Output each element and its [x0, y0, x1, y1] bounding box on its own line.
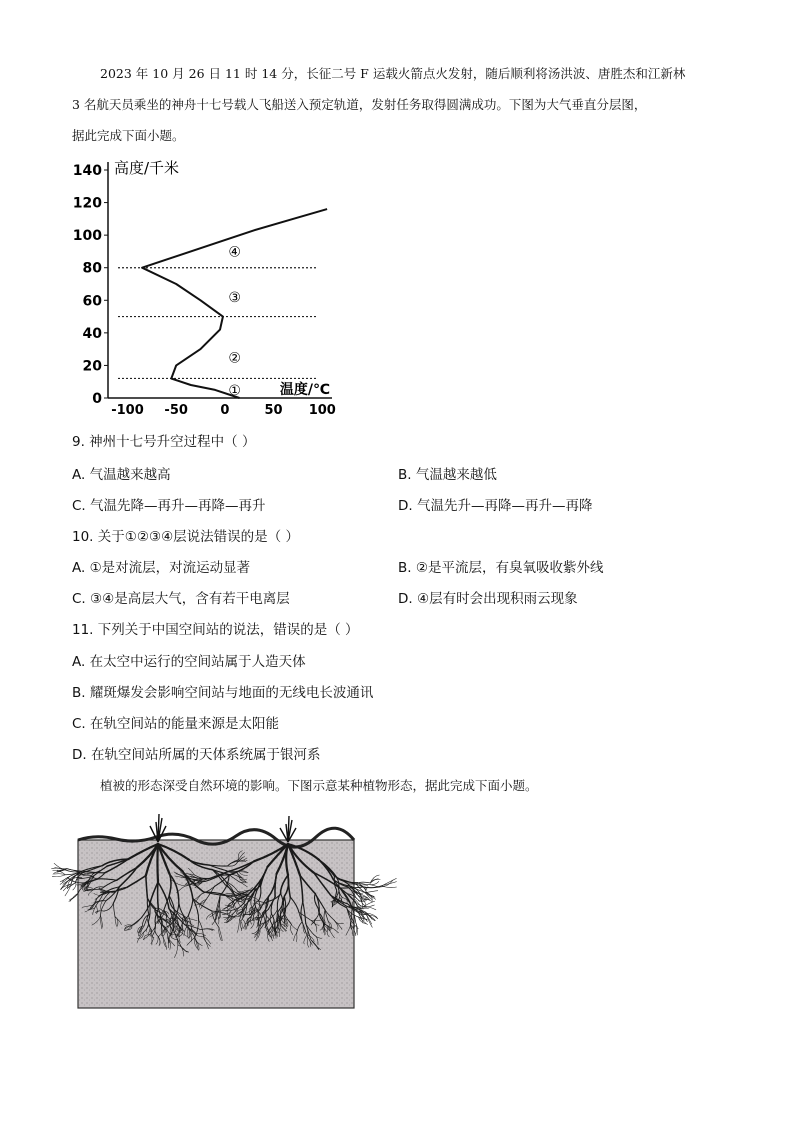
intro-paragraph-1 [72, 58, 732, 151]
intro-line-1: 2023 年 10 月 26 日 11 时 14 分，长征二号 F 运载火箭点火发射，随后顺利将汤洪波、唐胜杰和江新林 [100, 66, 686, 81]
intro-paragraph-2: 植被的形态深受自然环境的影响。下图示意某种植物形态，据此完成下面小题。 [100, 778, 538, 793]
layer-label: ② [228, 350, 241, 367]
y-tick-label: 80 [82, 260, 102, 277]
y-tick-label: 40 [82, 325, 102, 342]
x-tick-label: -100 [111, 403, 144, 418]
x-tick-label: 100 [308, 403, 336, 418]
intro-line-2: 3 名航天员乘坐的神舟十七号载人飞船送入预定轨道，发射任务取得圆满成功。下图为大气垂直分层图， [72, 97, 647, 112]
q10-stem: 10. 关于①②③④层说法错误的是（ ） [72, 529, 299, 545]
plant-roots-figure [76, 812, 358, 1016]
x-tick-label: -50 [164, 403, 188, 418]
q10-option-d[interactable]: D. ④层有时会出现积雨云现象 [398, 591, 578, 607]
atmosphere-chart-svg [70, 155, 340, 418]
x-tick-label: 0 [220, 403, 230, 418]
layer-label: ① [228, 382, 241, 399]
q11-stem: 11. 下列关于中国空间站的说法，错误的是（ ） [72, 622, 359, 638]
y-tick-label: 140 [72, 163, 102, 179]
y-tick-label: 60 [82, 293, 102, 310]
q9-stem: 9. 神州十七号升空过程中（ ） [72, 434, 256, 450]
q9-option-d[interactable]: D. 气温先升—再降—再升—再降 [398, 498, 593, 514]
y-tick-label: 120 [72, 195, 102, 212]
q9-option-c[interactable]: C. 气温先降—再升—再降—再升 [72, 498, 266, 514]
q9-option-a[interactable]: A. 气温越来越高 [72, 467, 171, 483]
q10-option-c[interactable]: C. ③④是高层大气，含有若干电离层 [72, 591, 290, 607]
q11-option-b[interactable]: B. 耀斑爆发会影响空间站与地面的无线电长波通讯 [72, 685, 374, 701]
intro-line-3: 据此完成下面小题。 [72, 128, 185, 143]
q10-option-b[interactable]: B. ②是平流层，有臭氧吸收紫外线 [398, 560, 604, 576]
layer-label: ③ [228, 290, 241, 307]
y-tick-label: 0 [92, 391, 102, 407]
q11-option-a[interactable]: A. 在太空中运行的空间站属于人造天体 [72, 654, 306, 670]
x-axis-label: 温度/℃ [279, 382, 330, 398]
q11-option-d[interactable]: D. 在轨空间站所属的天体系统属于银河系 [72, 747, 321, 763]
q10-option-a[interactable]: A. ①是对流层，对流运动显著 [72, 560, 251, 576]
q11-option-c[interactable]: C. 在轨空间站的能量来源是太阳能 [72, 716, 280, 732]
q9-option-b[interactable]: B. 气温越来越低 [398, 467, 497, 483]
y-tick-label: 100 [72, 228, 102, 245]
y-tick-label: 20 [82, 358, 102, 375]
y-axis-label: 高度/千米 [114, 159, 180, 177]
atmosphere-chart [70, 155, 340, 418]
plant-roots-illustration [76, 812, 358, 1012]
x-tick-label: 50 [264, 403, 283, 418]
layer-label: ④ [228, 244, 241, 261]
